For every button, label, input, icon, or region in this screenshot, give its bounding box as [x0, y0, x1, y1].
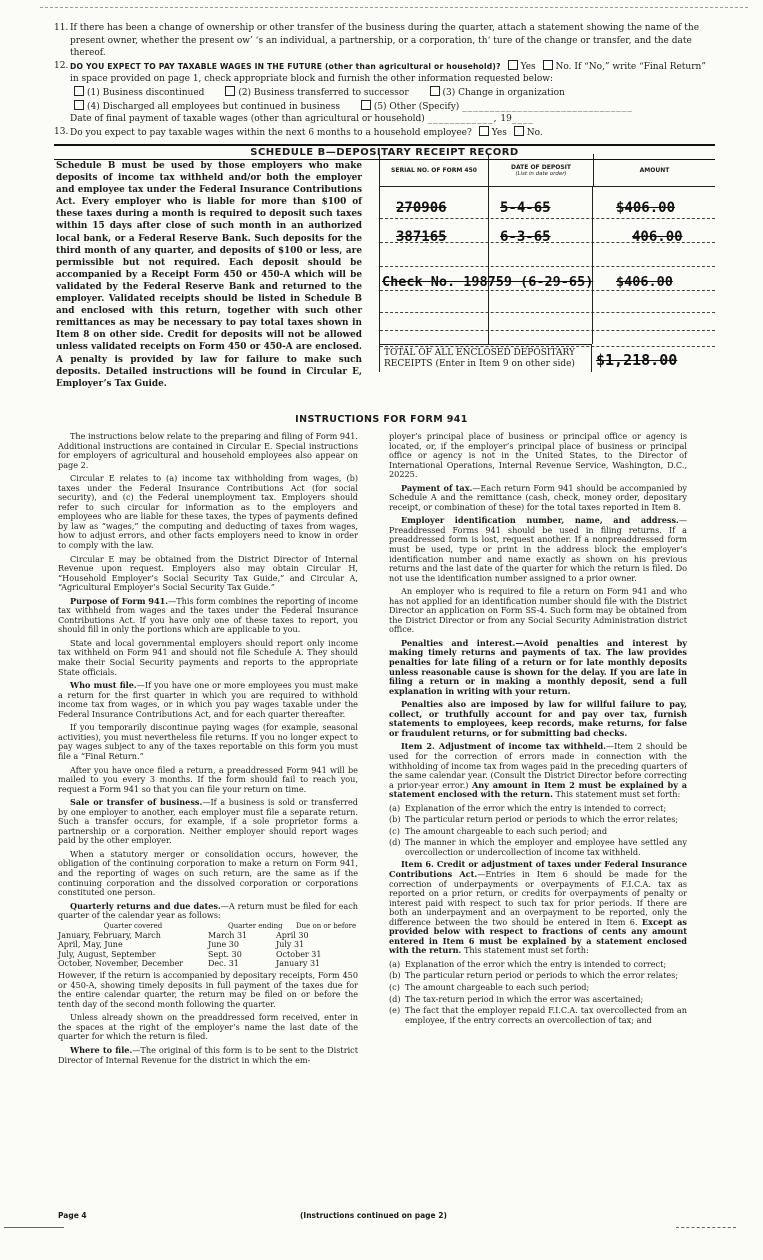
table-row[interactable]: [380, 296, 715, 313]
table-row[interactable]: [380, 250, 715, 267]
list-item: [389, 815, 687, 825]
yes-label: Yes: [520, 61, 536, 72]
no-checkbox[interactable]: [543, 60, 553, 70]
question-number: 11.: [54, 23, 69, 33]
column-divider: [488, 186, 489, 344]
table-header: [58, 922, 358, 931]
list-text: The manner in which the employer and employee have settled any overcollection or undercollection of income tax withheld.: [405, 837, 687, 857]
paragraph-text: —If you have one or more employees you must make a return for the first quarter in which you are required to withhold income tax from wages, or in which you pay wages taxable under the Federal Insurance Contributions Act, and for each quarter thereafter.: [58, 680, 358, 719]
paragraph: [389, 516, 687, 583]
question-number: 13.: [54, 126, 69, 137]
paragraph-text: —This form combines the reporting of income tax withheld from wages and the taxes under the Federal Insurance Contributions Act. If you have only one of these taxes to report, you should fill in only the portions which are applicable to you.: [58, 595, 358, 635]
schedule-b-instructions: Schedule B must be used by those employers who make deposits of income tax withheld and/or both the employer and employee tax under the Federal Insurance Contributions Act. Every employer who is liable for more than $100 of these taxes during a month is required to deposit such taxes within 15 days after close of such month in an authorized local bank, or a Federal Reserve Bank. Such deposits for the third month of any quarter, and deposits of $100 or less, are permissible but not required. Each deposit should be accompanied by a Receipt Form 450 or 450-A which will be validated by the Federal Reserve Bank and returned to the employer. Validated receipts should be listed in Schedule B and enclosed with this return, together with such other remittances as may be necessary to pay total taxes shown in Item 8 on other side. Credit for deposits will not be allowed unless validated receipts on Form 450 or 450-A are enclosed. A penalty is provided by law for failure to make such deposits. Detailed instructions will be found in Circular E, Employer’s Tax Guide.: [56, 161, 362, 389]
question-11: [54, 22, 714, 60]
cell: October 31: [276, 949, 322, 959]
depositary-receipt-table: [379, 154, 715, 372]
paragraph-text: —The original of this form is to be sent to the District Director of Internal Revenue for the district in which the em-: [58, 1045, 358, 1065]
year-blank[interactable]: ____: [511, 114, 534, 125]
continued-note: (Instructions continued on page 2): [300, 1211, 447, 1220]
table-row: [58, 950, 358, 959]
cell: Dec. 31: [208, 958, 239, 968]
quarter-due-dates-table: [58, 922, 358, 968]
paragraph-bold: Any amount in Item 2 must be explained by a statement enclosed with the return.: [389, 779, 687, 800]
paragraph: However, if the return is accompanied by depositary receipts, Form 450 or 450-A, showing timely deposits in full payment of the taxes due for the entire calendar quarter, the return may be filed on or before the tenth day of the second month following the quarter.: [58, 970, 358, 1009]
page-number: Page 4: [58, 1211, 87, 1220]
cell: June 30: [208, 940, 239, 950]
total-label: TOTAL OF ALL ENCLOSED DEPOSITARY RECEIPTS (Enter in Item 9 on other side): [380, 344, 592, 372]
paragraph: [58, 597, 358, 635]
serial-entry-2: 387165: [396, 229, 447, 245]
cell: April 30: [276, 931, 309, 940]
yes-label: Yes: [491, 127, 507, 138]
check-entry: Check No. 198759 (6-29-65): [382, 274, 594, 290]
cell: January, February, March: [58, 931, 161, 940]
paragraph-text: —Entries in Item 6 should be made for the correction of underpayments or overpayments of F.I.C.A. tax as reported on a prior return, or credits for overpayments of penalty or interest paid with respect to such tax for prior periods. If there are both an underpayment and an overpayment to be reported, only the difference between the two should be entered in Item 6.: [389, 868, 688, 927]
list-label: (e): [389, 1005, 401, 1016]
paragraph-heading: Item 2. Adjustment of income tax withheld.: [401, 741, 606, 752]
paragraph-text: —If a business is sold or transferred by one employer to another, each employer must file a separate return. Such a transfer occurs, for example, if a sole proprietor forms a partnership or a corporation. Neither employer should report wages paid by the other employer.: [58, 797, 358, 846]
question-12-caps: DO YOU EXPECT TO PAY TAXABLE WAGES IN THE FUTURE (other than agricultural or household)?: [70, 61, 501, 71]
paragraph: The instructions below relate to the preparing and filing of Form 941. Additional instructions are contained in Circular E. Special instructions for employers of agricultural and household employees also appear on page 2.: [58, 431, 358, 470]
paragraph-heading: Quarterly returns and due dates.: [70, 900, 221, 911]
table-row: [58, 931, 358, 940]
list-item: [389, 960, 687, 970]
paragraph: [58, 798, 358, 846]
amount-column-header: [594, 154, 715, 186]
list-text: Explanation of the error which the entry is intended to correct;: [405, 802, 667, 813]
paragraph-bold: Except as provided below with respect to fractions of cents any amount entered in Item 6 must be explained by a statement enclosed with the return.: [389, 916, 687, 956]
date-header-label: DATE OF DEPOSIT: [511, 163, 571, 171]
date-column-header: [489, 154, 594, 186]
yes-checkbox[interactable]: [508, 60, 518, 70]
paragraph: [58, 1046, 358, 1065]
list-text: The amount chargeable to each such period; and: [405, 825, 608, 836]
paragraph: [58, 902, 358, 921]
instructions-right-column: [389, 432, 687, 1028]
amount-entry-1: $406.00: [616, 200, 676, 216]
table-row[interactable]: [380, 314, 715, 331]
question-text: If there has been a change of ownership or other transfer of the business during the quarter, attach a statement showing the name of the present owner, whether the present ow’ ‘s an individual, a partnership, or a corporation, th‘ ture of the change or transfer, and the date thereof.: [70, 23, 700, 59]
date-entry-1: 5-4-65: [500, 200, 551, 216]
instructions-left-column: [58, 432, 358, 1069]
paragraph: If you temporarily discontinue paying wages (for example, seasonal activities), you must nevertheless file returns. If you no longer expect to pay wages subject to any of the taxes reportable on this form you must file a “Final Return.”: [58, 722, 358, 761]
list-text: The particular return period or periods to which the error relates;: [405, 970, 679, 981]
item-2-list: [389, 804, 687, 858]
top-rule: [40, 7, 748, 8]
list-item: [389, 995, 687, 1005]
option-1-label: (1) Business discontinued: [87, 87, 205, 98]
list-label: (d): [389, 837, 401, 848]
paragraph-heading: Item 6. Credit or adjustment of taxes under Federal Insurance Contributions Act.: [389, 859, 687, 879]
table-header: [380, 154, 715, 187]
header-cell: Quarter covered: [103, 921, 163, 930]
schedule-b-title: SCHEDULE B—DEPOSITARY RECEIPT RECORD: [54, 144, 715, 160]
list-text: Explanation of the error which the entry is intended to correct;: [405, 958, 667, 969]
question-12-instructions: If “No,” write “Final Return” in space provided on page 1, check appropriate block and furnish the other information requested below:: [70, 61, 706, 85]
final-date-blank[interactable]: ____________,: [427, 114, 498, 125]
cell: July 31: [276, 940, 305, 950]
paragraph: An employer who is required to file a return on Form 941 and who has not applied for an identification number should file with the District Director an application on Form SS-4. Such form may be obtained from the District Director or from any Social Security Administration district office.: [389, 586, 687, 635]
column-divider: [592, 186, 593, 344]
paragraph-heading: Payment of tax.: [401, 482, 473, 493]
paragraph-heading: Employer identification number, name, and address.: [401, 515, 679, 526]
list-text: The fact that the employer repaid F.I.C.A. tax overcollected from an employee, if the entry corrects an overcollection of tax; and: [405, 1005, 687, 1025]
final-date-label: Date of final payment of taxable wages (other than agricultural or household): [70, 114, 425, 125]
question-number: 12.: [54, 60, 69, 71]
list-label: (d): [389, 993, 401, 1004]
list-label: (a): [389, 958, 401, 969]
paragraph: When a statutory merger or consolidation occurs, however, the obligation of the continuing corporation to make a return on Form 941, and the reporting of wages on such return, are the same as if the continuing corporation and the dissolved corporation or corporations constituted one person.: [58, 848, 358, 898]
list-label: (b): [389, 814, 401, 825]
list-item: [389, 983, 687, 993]
cell: Sept. 30: [208, 949, 242, 959]
option-3-checkbox[interactable]: [430, 86, 440, 96]
cell: April, May, June: [58, 940, 123, 950]
paragraph-heading: Where to file.: [70, 1045, 133, 1056]
header-cell: Due on or before: [296, 921, 357, 930]
list-item: [389, 1006, 687, 1025]
specify-blank[interactable]: _______________________________: [462, 101, 633, 112]
list-item: [389, 827, 687, 837]
cell: October, November, December: [58, 958, 184, 968]
instructions-title: INSTRUCTIONS FOR FORM 941: [295, 414, 468, 425]
option-5-label: (5) Other (Specify): [373, 101, 460, 112]
list-text: The amount chargeable to each such period;: [405, 981, 590, 992]
cell: July, August, September: [58, 949, 156, 959]
paragraph: [58, 681, 358, 719]
no-label: No.: [555, 61, 572, 72]
list-label: (b): [389, 970, 401, 981]
date-entry-2: 6-3-65: [500, 229, 551, 245]
paragraph-text: —Each return Form 941 should be accompanied by Schedule A and the remittance (cash, check, money order, depositary receipt, or combination of these) for the total taxes reported in Item 8.: [389, 482, 687, 512]
paragraph-text: —Avoid penalties and interest by making timely returns and payments of tax. The law provides penalties for late filing of a return or for late monthly deposits unless reasonable cause is shown for the delay. If you are late in filing a return or in making a monthly deposit, send a full explanation in writing with your return.: [389, 637, 688, 696]
amount-entry-2: 406.00: [632, 229, 683, 245]
paragraph-heading: Penalties and interest.: [401, 637, 516, 648]
paragraph-text: Penalties also are imposed by law for willful failure to pay, collect, or truthfully account for and pay over tax, furnish statements to employees, keep records, make returns, for false or fraudulent returns, or for submitting bad checks.: [389, 699, 687, 738]
final-date-line: [70, 113, 714, 126]
paragraph: State and local governmental employers should report only income tax withheld on Form 941 and should not file Schedule A. They should make their Social Security payments and reports to the appropriate State officials.: [58, 637, 358, 677]
list-label: (c): [389, 825, 400, 836]
paragraph-text: —Preaddressed Forms 941 should be used in filing returns. If a preaddressed form is lost, request another. If a nonpreaddressed form must be used, type or print in the address block the employer’s identification number and name exactly as shown on his previous returns and the last date of the quarter for which the return is filed. Do not use the identification number assigned to a prior owner.: [389, 515, 687, 583]
cell: January 31: [276, 958, 321, 968]
table-row: [58, 959, 358, 968]
paragraph: Circular E relates to (a) income tax withholding from wages, (b) taxes under the Federal Insurance Contributions Act (for social security), and (c) the Federal unemployment tax. Employers should refer to such circular for information as to the employers and employees who are liable for these taxes, the types of payments defined by law as “wages,” the computing and deducting of taxes from wages, how to adjust errors, and other facts employers need to know in order to comply with the law.: [58, 473, 358, 551]
list-label: (c): [389, 981, 400, 992]
paragraph: [389, 742, 687, 799]
question-12: [54, 60, 714, 86]
question-text: Do you expect to pay taxable wages within the next 6 months to a household employee?: [70, 127, 472, 138]
paragraph-text: —Item 2 should be used for the correction of errors made in connection with the withholding of income tax from wages paid in the preceding quarters of the same calendar year. (Consult the District Director before correcting a prior-year error.): [389, 741, 687, 790]
option-1-checkbox[interactable]: [74, 86, 84, 96]
list-item: [389, 971, 687, 981]
header-cell: Quarter ending: [228, 921, 283, 930]
total-value: $1,218.00: [596, 351, 678, 369]
paragraph: Unless already shown on the preaddressed form received, enter in the spaces at the right of the employer’s name the last date of the quarter for which the return is filed.: [58, 1012, 358, 1042]
final-return-options-2: [70, 100, 714, 114]
paragraph-heading: Who must file.: [70, 680, 137, 691]
serial-header-label: SERIAL NO. OF FORM 450: [391, 166, 477, 174]
serial-column-header: [380, 154, 489, 186]
cell: March 31: [208, 931, 248, 940]
question-12-body: [70, 60, 714, 86]
final-return-options: [70, 86, 714, 100]
option-5-checkbox[interactable]: [361, 100, 371, 110]
amount-header-label: AMOUNT: [639, 166, 670, 174]
check-amount: $406.00: [616, 274, 673, 290]
yes-checkbox[interactable]: [479, 126, 489, 136]
paragraph: [389, 484, 687, 513]
paragraph: [389, 860, 687, 955]
list-text: The tax-return period in which the error was ascertained;: [405, 993, 644, 1004]
paragraph: [389, 700, 687, 738]
list-text: The particular return period or periods to which the error relates;: [405, 814, 679, 825]
paragraph-heading: Purpose of Form 941.: [70, 595, 169, 606]
option-3-label: (3) Change in organization: [442, 87, 565, 98]
question-13: [54, 126, 714, 140]
table-row: [58, 940, 358, 949]
no-label: No.: [526, 127, 543, 138]
no-checkbox[interactable]: [514, 126, 524, 136]
paragraph-text: This statement must set forth:: [463, 945, 589, 956]
paragraph-heading: Sale or transfer of business.: [70, 797, 203, 808]
option-4-label: (4) Discharged all employees but continued in business: [87, 101, 340, 112]
serial-entry-1: 270906: [396, 200, 447, 216]
option-2-label: (2) Business transferred to successor: [238, 87, 409, 98]
option-4-checkbox[interactable]: [74, 100, 84, 110]
list-item: [389, 804, 687, 814]
date-header-sublabel: (List in date order): [515, 170, 567, 177]
questions-block: [54, 22, 714, 139]
list-item: [389, 838, 687, 857]
paragraph-text: —A return must be filed for each quarter of the calendar year as follows:: [58, 900, 358, 921]
paragraph: [389, 639, 687, 696]
option-2-checkbox[interactable]: [225, 86, 235, 96]
year-label: 19: [500, 114, 512, 125]
item-6-list: [389, 960, 687, 1025]
paragraph: Circular E may be obtained from the District Director of Internal Revenue upon request. Employers also may obtain Circular H, “Household Employer’s Social Security Tax Guide,” and Circular A, “Agricultural Employer’s Social Security Tax Guide.”: [58, 553, 358, 593]
paragraph: ployer’s principal place of business or principal office or agency is located, or, if the employer’s principal place of business or principal office or agency is not in the United States, to the Director of International Operations, Internal Revenue Service, Washington, D.C., 20225.: [389, 431, 687, 480]
paragraph-text: This statement must set forth:: [555, 789, 681, 800]
paragraph: After you have once filed a return, a preaddressed Form 941 will be mailed to you every 3 months. If the form should fail to reach you, request a Form 941 so that you can file your return on time.: [58, 764, 358, 794]
list-label: (a): [389, 802, 401, 813]
question-13-body: [70, 126, 714, 140]
